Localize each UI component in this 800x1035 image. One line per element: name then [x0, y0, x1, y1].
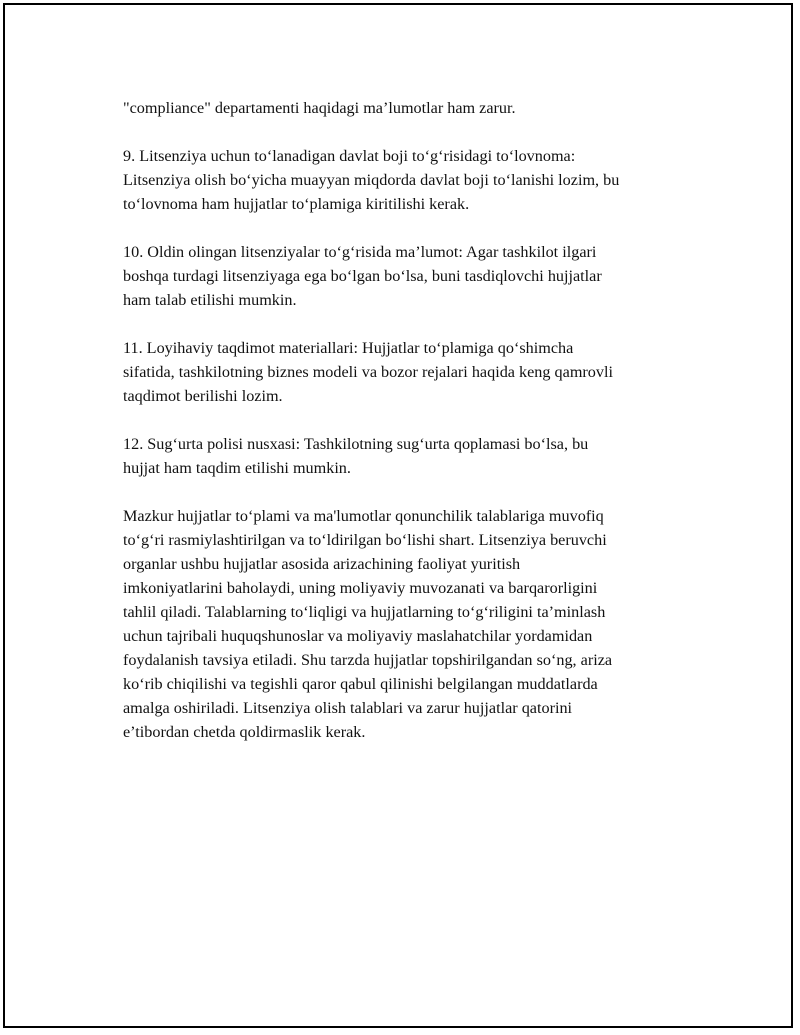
paragraph-item-9: 9. Litsenziya uchun to‘lanadigan davlat boji to‘g‘risidagi to‘lovnoma: Litsenziya olish bo‘yicha muayyan miqdorda davlat boji to‘lanishi lozim, bu to‘lovnoma ham hujjatlar to‘plamiga kiritilishi kerak. — [123, 147, 620, 213]
paragraph-item-10: 10. Oldin olingan litsenziyalar to‘g‘risida ma’lumot: Agar tashkilot ilgari boshqa turdagi litsenziyaga ega bo‘lgan bo‘lsa, buni tasdiqlovchi hujjatlar ham talab etilishi mumkin. — [123, 243, 602, 309]
paragraph-item-11: 11. Loyihaviy taqdimot materiallari: Hujjatlar to‘plamiga qo‘shimcha sifatida, tashkilotning biznes modeli va bozor rejalari haqida keng qamrovli taqdimot berilishi lozim. — [123, 339, 613, 405]
page-frame — [3, 3, 793, 1028]
paragraph-conclusion: Mazkur hujjatlar to‘plami va ma'lumotlar qonunchilik talablariga muvofiq to‘g‘ri rasmiylashtirilgan va to‘ldirilgan bo‘lishi shart. Litsenziya beruvchi organlar ushbu hujjatlar asosida arizachining faoliyat yuritish imkoniyatlarini baholaydi, uning moliyaviy muvozanati va barqarorligini tahlil qiladi. Talablarning to‘liqligi va hujjatlarning to‘g‘riligini ta’minlash uchun tajribali huquqshunoslar va moliyaviy maslahatchilar yordamidan foydalanish tavsiya etiladi. Shu tarzda hujjatlar topshirilgandan so‘ng, ariza ko‘rib chiqilishi va tegishli qaror qabul qilinishi belgilangan muddatlarda amalga oshiriladi. Litsenziya olish talablari va zarur hujjatlar qatorini e’tibordan chetda qoldirmaslik kerak. — [123, 507, 613, 741]
paragraph-item-12: 12. Sug‘urta polisi nusxasi: Tashkilotning sug‘urta qoplamasi bo‘lsa, bu hujjat ham taqdim etilishi mumkin. — [123, 435, 589, 477]
document-body — [123, 96, 703, 768]
paragraph-compliance-continuation: "compliance" departamenti haqidagi ma’lumotlar ham zarur. — [123, 99, 516, 117]
